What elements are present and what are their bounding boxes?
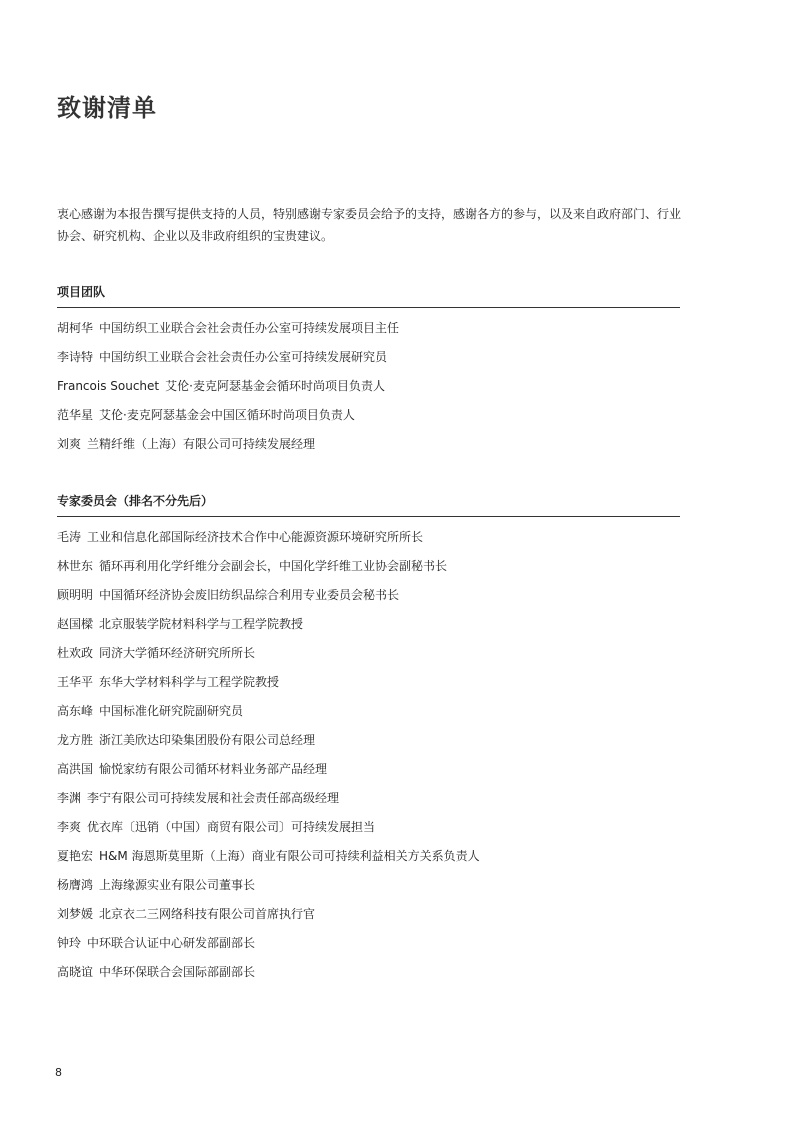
member-name: 刘爽	[57, 437, 82, 451]
list-item	[57, 813, 680, 842]
member-name: 钟玲	[57, 936, 82, 950]
list-item	[57, 372, 680, 401]
page-title: 致谢清单	[57, 94, 157, 122]
member-name: 杨膺鸿	[57, 878, 94, 892]
member-role: 中国纺织工业联合会社会责任办公室可持续发展项目主任	[99, 321, 400, 335]
list-item	[57, 900, 680, 929]
member-role: 工业和信息化部国际经济技术合作中心能源资源环境研究所所长	[87, 530, 424, 544]
section-divider	[57, 516, 680, 517]
member-role: 中国循环经济协会废旧纺织品综合利用专业委员会秘书长	[99, 588, 400, 602]
member-name: 龙方胜	[57, 733, 94, 747]
member-role: 北京服装学院材料科学与工程学院教授	[99, 617, 304, 631]
member-role: 优衣库〔迅销（中国）商贸有限公司〕可持续发展担当	[87, 820, 376, 834]
list-item	[57, 430, 680, 459]
member-name: 林世东	[57, 559, 94, 573]
list-item	[57, 842, 680, 871]
list-item	[57, 314, 680, 343]
member-name: 顾明明	[57, 588, 94, 602]
member-role: 愉悦家纺有限公司循环材料业务部产品经理	[99, 762, 328, 776]
member-role: 中国纺织工业联合会社会责任办公室可持续发展研究员	[99, 350, 388, 364]
member-name: 王华平	[57, 675, 94, 689]
member-role: 中环联合认证中心研发部副部长	[87, 936, 256, 950]
member-role: 兰精纤维（上海）有限公司可持续发展经理	[87, 437, 316, 451]
member-role: 中华环保联合会国际部副部长	[99, 965, 256, 979]
list-item	[57, 639, 680, 668]
expert-committee-list	[57, 523, 680, 987]
section-divider	[57, 307, 680, 308]
list-item	[57, 958, 680, 987]
member-name: 夏艳宏	[57, 849, 94, 863]
list-item	[57, 610, 680, 639]
list-item	[57, 343, 680, 372]
member-name: 胡柯华	[57, 321, 94, 335]
project-team-section	[57, 281, 680, 459]
intro-paragraph: 衷心感谢为本报告撰写提供支持的人员，特别感谢专家委员会给予的支持，感谢各方的参与，以及来自政府部门、行业协会、研究机构、企业以及非政府组织的宝贵建议。	[57, 207, 682, 243]
member-role: 艾伦·麦克阿瑟基金会循环时尚项目负责人	[165, 379, 385, 393]
member-name: 高晓谊	[57, 965, 94, 979]
member-role: 艾伦·麦克阿瑟基金会中国区循环时尚项目负责人	[99, 408, 355, 422]
member-role: 李宁有限公司可持续发展和社会责任部高级经理	[87, 791, 340, 805]
member-role: 同济大学循环经济研究所所长	[99, 646, 256, 660]
member-role: 中国标准化研究院副研究员	[99, 704, 244, 718]
member-name: 赵国樑	[57, 617, 94, 631]
member-name: 高东峰	[57, 704, 94, 718]
list-item	[57, 871, 680, 900]
member-name: 杜欢政	[57, 646, 94, 660]
project-team-list	[57, 314, 680, 459]
member-role: 浙江美欣达印染集团股份有限公司总经理	[99, 733, 316, 747]
member-role: 东华大学材料科学与工程学院教授	[99, 675, 280, 689]
member-name: 李诗特	[57, 350, 94, 364]
member-name: 范华星	[57, 408, 94, 422]
section-heading: 项目团队	[57, 285, 106, 299]
list-item	[57, 929, 680, 958]
member-role: 循环再利用化学纤维分会副会长，中国化学纤维工业协会副秘书长	[99, 559, 448, 573]
list-item	[57, 726, 680, 755]
list-item	[57, 581, 680, 610]
list-item	[57, 668, 680, 697]
member-role: 上海缘源实业有限公司董事长	[99, 878, 256, 892]
list-item	[57, 401, 680, 430]
list-item	[57, 784, 680, 813]
member-role: 北京衣二三网络科技有限公司首席执行官	[99, 907, 316, 921]
expert-committee-section	[57, 490, 680, 987]
member-name: 李爽	[57, 820, 82, 834]
member-name: 刘梦媛	[57, 907, 94, 921]
list-item	[57, 523, 680, 552]
list-item	[57, 755, 680, 784]
list-item	[57, 552, 680, 581]
member-name: 高洪国	[57, 762, 94, 776]
member-name: 李渊	[57, 791, 82, 805]
section-heading: 专家委员会（排名不分先后）	[57, 494, 214, 508]
list-item	[57, 697, 680, 726]
member-role: H&M 海恩斯莫里斯（上海）商业有限公司可持续利益相关方关系负责人	[99, 849, 480, 863]
page-number: 8	[55, 1066, 62, 1079]
member-name: Francois Souchet	[57, 379, 160, 393]
member-name: 毛涛	[57, 530, 82, 544]
